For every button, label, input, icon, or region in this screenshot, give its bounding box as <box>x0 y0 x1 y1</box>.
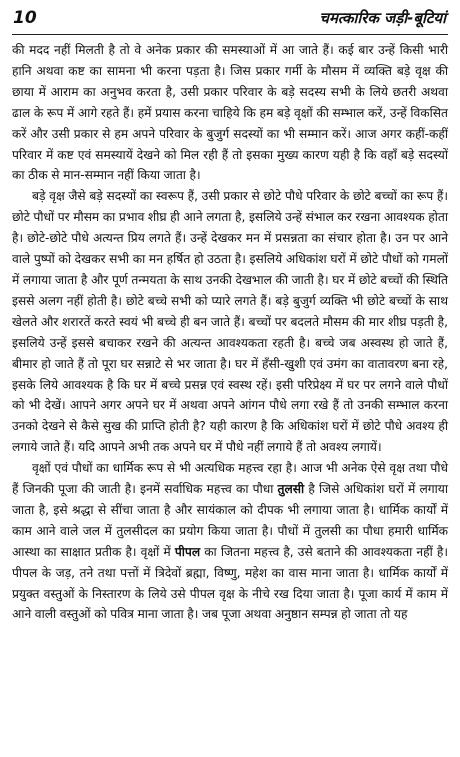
body-text <box>12 40 448 625</box>
paragraph-1: की मदद नहीं मिलती है तो वे अनेक प्रकार की समस्याओं में आ जाते हैं। कई बार उन्हें किसी भारी हानि अथवा कष्ट का सामना भी करना पड़ता है। जिस प्रकार गर्मी के मौसम में व्यक्ति बड़े वृक्ष की छाया में आराम का अनुभव करता है, उसी प्रकार परिवार के बड़े सदस्य सभी के लिये छतरी अथवा ढाल के रूप में आगे रहते हैं। हमें प्रयास करना चाहिये कि हम बड़े वृक्षों की सम्भाल करें, उन्हें विकसित करें और उसी प्रकार से हम अपने परिवार के बुजुर्ग सदस्यों का भी सम्मान करें। आज अगर कहीं-कहीं परिवार में कष्ट एवं समस्यायें देखने को मिल रही हैं तो इसका मुख्य कारण यही है कि वहाँ बड़े सदस्यों का ठीक से मान-सम्मान नहीं किया जाता है। <box>12 43 448 183</box>
paragraph-3-text-2: है जिसे अधिकांश घरों में लगाया जाता है, इसे श्रद्धा से सींचा जाता है और सायंकाल को दीपक भी लगाया जाता है। धार्मिक कार्यों में काम आने वाले जल में तुलसीदल का प्रयोग किया जाता है। पौधों में तुलसी का पौधा हमारी धार्मिक आस्था का साक्षात प्रतीक है। वृक्षों में <box>12 482 448 559</box>
paragraph-2: बड़े वृक्ष जैसे बड़े सदस्यों का स्वरूप हैं, उसी प्रकार से छोटे पौधे परिवार के छोटे बच्चों का रूप हैं। छोटे पौधों पर मौसम का प्रभाव शीघ्र ही आने लगता है, इसलिये उन्हें संभाल कर रखना आवश्यक होता है। छोटे-छोटे पौधे अत्यन्त प्रिय लगते हैं। उन्हें देखकर मन में प्रसन्नता का संचार होता है। उन पर आने वाले पुष्पों को देखकर सभी का मन हर्षित हो उठता है। इसलिये अधिकांश घरों में छोटे पौधों को गमलों में लगाया जाता है और पूर्ण तन्मयता के साथ उनकी देखभाल की जाती है। घर में छोटे बच्चों की स्थिति इससे अलग नहीं होती है। छोटे बच्चे सभी को प्यारे लगते हैं। बड़े बुजुर्ग व्यक्ति भी छोटे बच्चों के साथ खेलते और शरारतें करते स्वयं भी बच्चे ही बन जाते हैं। बच्चों पर बदलते मौसम की मार शीघ्र पड़ती है, इसलिये उन्हें इससे बचाकर रखने की अत्यन्त आवश्यकता रहती है। बच्चे जब अस्वस्थ हो जाते हैं, बीमार हो जाते हैं तो पूरा घर सन्नाटे से भर जाता है। घर में हँसी-खुशी एवं उमंग का वातावरण बना रहे, इसके लिये आवश्यक है कि घर में बच्चे प्रसन्न एवं स्वस्थ रहें। इसी परिप्रेक्ष्य में घर पर लगने वाले पौधों को भी देखें। आपने अगर अपने घर में अथवा अपने आंगन पौधे लगा रखे हैं तो उनकी सम्भाल करना उनको देखने से कैसे सुख की प्राप्ति होती है? यही कारण है कि अधिकांश घरों में छोटे पौधे अवश्य ही लगाये जाते हैं। यदि आपने अभी तक अपने घर में पौधे नहीं लगाये हैं तो अवश्य लगायें। <box>12 189 448 455</box>
bold-term-tulsi: तुलसी <box>277 482 305 497</box>
paragraph-3 <box>12 458 448 625</box>
page-number: 10 <box>13 8 37 28</box>
paragraph-3-text-1: वृक्षों एवं पौधों का धार्मिक रूप से भी अत्यधिक महत्त्व रहा है। आज भी अनेक ऐसे वृक्ष तथा पौधे हैं जिनकी पूजा की जाती है। इनमें सर्वाधिक महत्त्व का पौधा <box>12 461 448 497</box>
page-header <box>12 7 448 31</box>
header-rule <box>12 34 448 35</box>
bold-term-peepal: पीपल <box>174 544 201 559</box>
paragraph-3-text-3: का जितना महत्त्व है, उसे बताने की आवश्यकता नहीं है। पीपल के जड़, तने तथा पत्तों में त्रिदेवों ब्रह्मा, विष्णु, महेश का वास माना जाता है। धार्मिक कार्यों में प्रयुक्त वस्तुओं के निस्तारण के लिये उसे पीपल वृक्ष के नीचे रख दिया जाता है। पूजा कार्य में काम में आने वाली वस्तुओं को पवित्र माना जाता है। जब पूजा अथवा अनुष्ठान सम्पन्न हो जाता तो यह <box>12 544 448 622</box>
running-title: चमत्कारिक जड़ी-बूटियां <box>319 9 446 27</box>
